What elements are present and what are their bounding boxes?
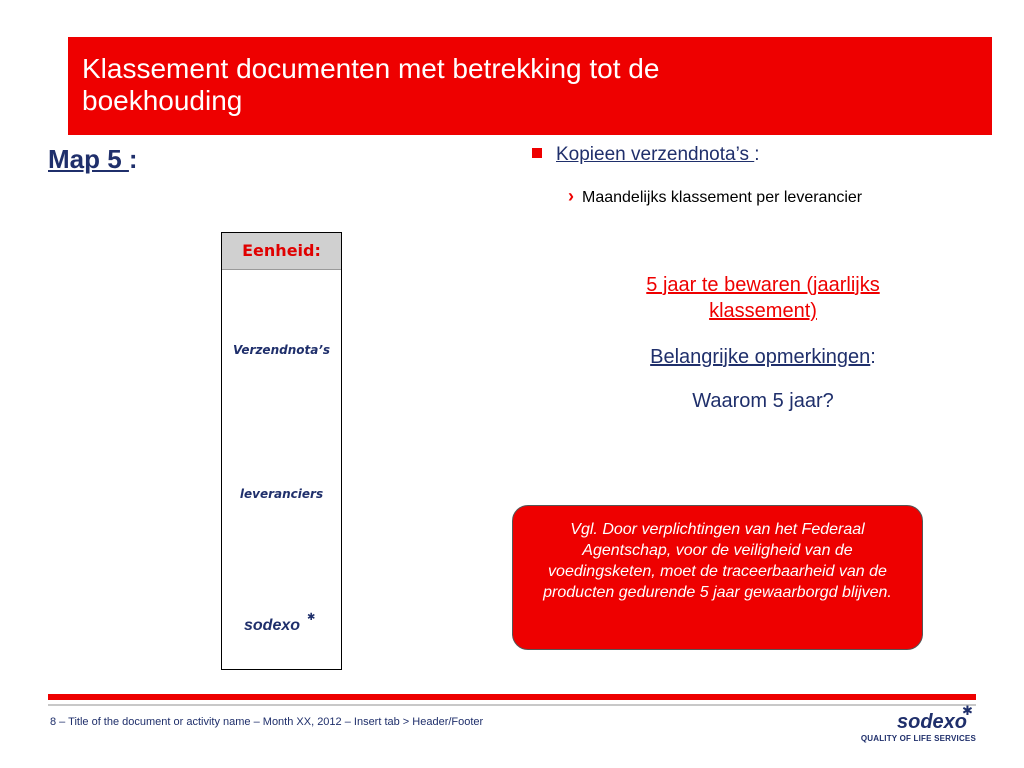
retention-line1: 5 jaar te bewaren (jaarlijks xyxy=(646,274,880,296)
map-heading xyxy=(48,144,138,175)
unit-card-item-verzendnotas: Verzendnota’s xyxy=(232,343,331,357)
map-colon: : xyxy=(128,144,138,174)
bullet-maandelijks xyxy=(568,186,862,207)
remarks-link[interactable]: Belangrijke opmerkingen xyxy=(650,346,871,368)
footer-divider-red xyxy=(48,694,976,700)
footer-text: 8 – Title of the document or activity name – Month XX, 2012 – Insert tab > Header/Footer xyxy=(50,716,484,728)
footer-logo-text: sodexo xyxy=(897,711,968,733)
unit-card-item-leveranciers: leveranciers xyxy=(239,487,324,501)
bullet-kopieen xyxy=(532,144,760,166)
chevron-right-icon: › xyxy=(568,186,574,206)
retention-line2: klassement) xyxy=(709,300,817,322)
slide-title-line1: Klassement documenten met betrekking tot de xyxy=(82,53,660,84)
unit-card-header: Eenheid: xyxy=(222,233,341,270)
unit-card xyxy=(221,232,342,670)
sodexo-logo-icon xyxy=(244,611,320,637)
bullet2-text: Maandelijks klassement per leverancier xyxy=(582,189,863,206)
remarks-heading xyxy=(568,346,958,369)
footer-sodexo-logo-icon xyxy=(858,703,976,733)
sodexo-logo-text: sodexo xyxy=(244,617,301,634)
slide-title-bar xyxy=(68,37,992,135)
retention-text[interactable] xyxy=(568,272,958,324)
red-square-bullet-icon xyxy=(532,148,542,158)
sodexo-star-icon: ✱ xyxy=(307,612,316,623)
question-text: Waarom 5 jaar? xyxy=(692,390,834,412)
footer-divider-gray xyxy=(48,704,976,706)
remarks-colon: : xyxy=(870,346,876,368)
footer-tagline: QUALITY OF LIFE SERVICES xyxy=(860,734,976,743)
map-label: Map 5 xyxy=(48,144,129,174)
bullet1-colon: : xyxy=(754,144,760,165)
kopieen-link[interactable]: Kopieen verzendnota’s xyxy=(556,144,755,165)
note-box: Vgl. Door verplichtingen van het Federaal Agentschap, voor de veiligheid van de voedingsketen, moet de traceerbaarheid van de producten gedurende 5 jaar gewaarborgd blijven. xyxy=(512,505,923,650)
footer-sodexo-star-icon: ✱ xyxy=(962,704,973,719)
slide-title-line2: boekhouding xyxy=(82,85,243,116)
